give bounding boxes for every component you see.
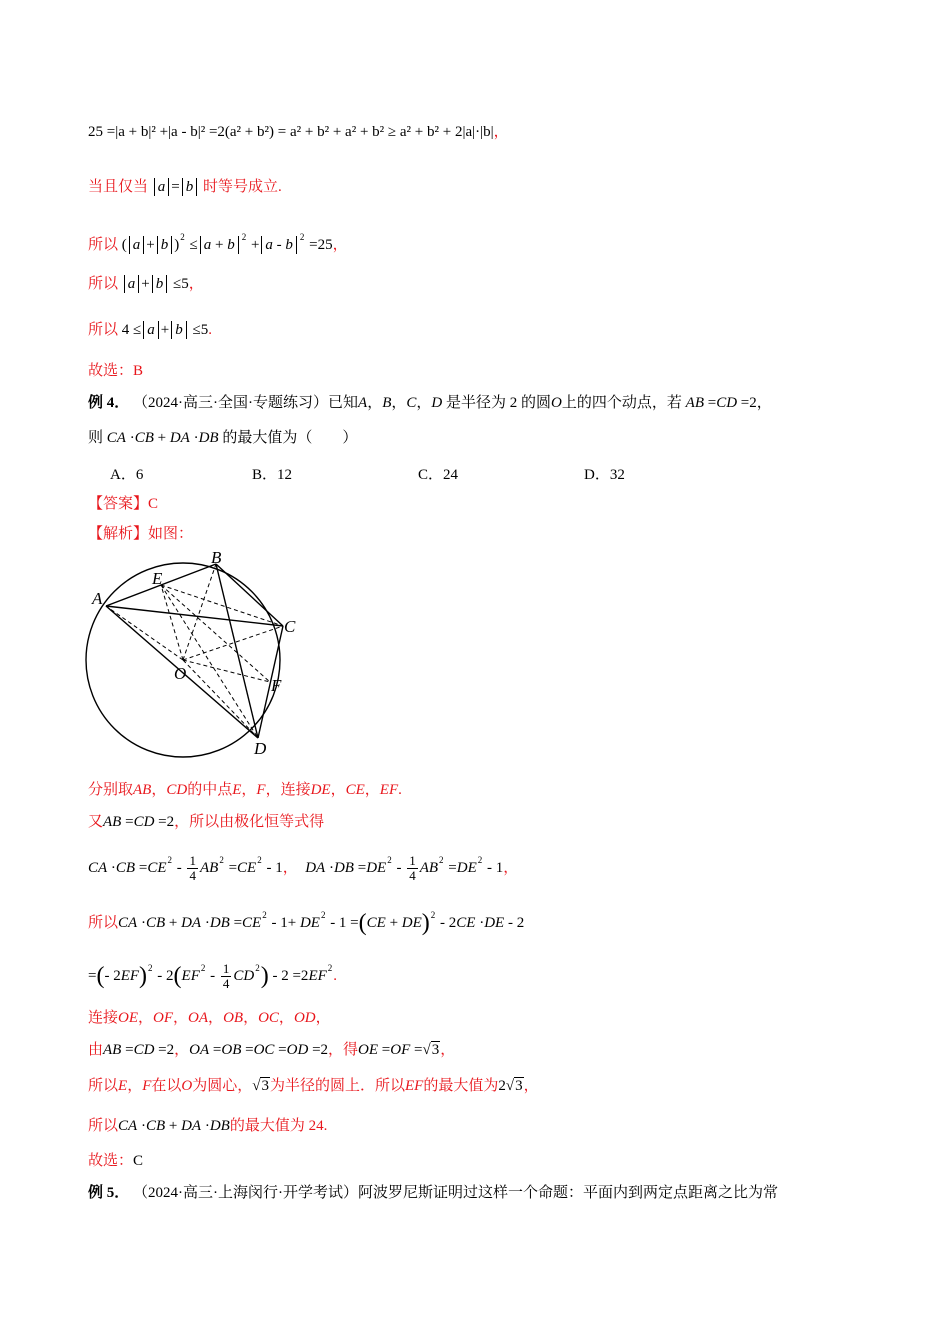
derivation-line-3: 所以 ( a + b )$^2$ ≤ a + b $^2$ + a - b $^2$ =25， — [88, 232, 348, 253]
choice-line: 故选：B — [88, 363, 144, 379]
solution-line-1: 分别取AB，CD的中点E，F，连接DE，CE，EF. — [88, 782, 402, 798]
solution-text: 在以 — [151, 1078, 182, 1094]
question-text: 上的四个动点，若 — [561, 395, 682, 411]
solution-text: ，得 — [328, 1042, 359, 1058]
example-4-question: 例 4． （2024·高三·全国·专题练习）已知A，B，C，D 是半径为 2 的圆O上的四个动点，若 AB =CD =2， — [88, 395, 772, 411]
solution-line-6: 连接OE，OF，OA，OB，OC，OD， — [88, 1010, 331, 1026]
solution-text: 又 — [88, 814, 104, 830]
segment-ac — [106, 606, 283, 626]
solution-text: 所以 — [88, 1078, 119, 1094]
example-5-question — [88, 1183, 778, 1203]
derivation-line-1 — [88, 122, 509, 142]
solution-line-3: CA $\cdot CB =CE^2$ - $\frac{1}{4}$ $AB^2 =CE^2 - 1$， DA $\cdot DB =DE^2$ - $\frac{1}{4}$ $AB^2 =DE^2 - 1$， — [88, 853, 519, 884]
solution-text: ， — [315, 1010, 331, 1026]
condition-prefix: 当且仅当 — [88, 179, 149, 195]
solution-text: 为圆心， — [192, 1078, 253, 1094]
solution-choice-value: C — [133, 1153, 144, 1169]
question-text: 是半径为 — [446, 395, 507, 411]
solution-text: 的最大值为 — [423, 1078, 499, 1094]
answer-label: 【答案】 — [88, 496, 149, 512]
option-a: A．6 — [110, 467, 144, 483]
solution-text: 由 — [88, 1042, 104, 1058]
option-b: B．12 — [252, 467, 293, 483]
derivation-expression: 25 =|a + b|² +|a - b|² =2(a² + b²) = a² + b² + a² + b² ≥ a² + b² + 2|a|·|b| — [88, 124, 494, 140]
example-source: （2024·高三·全国·专题练习）已知 — [133, 395, 359, 411]
label-c: C — [284, 617, 296, 636]
solution-text: 故选： — [88, 1153, 134, 1169]
solution-choice-line — [88, 1151, 143, 1171]
segment-bc — [216, 564, 283, 626]
label-b: B — [211, 548, 222, 567]
solution-line-2: 又AB =CD =2，所以由极化恒等式得 — [88, 814, 325, 830]
condition-suffix: 时等号成立. — [202, 179, 282, 195]
solution-text: 的中点 — [187, 782, 233, 798]
punctuation: ， — [188, 276, 204, 292]
question-text: 的最大值为（ ） — [222, 430, 358, 446]
solution-line-8: 所以E，F在以O为圆心，√3为半径的圆上．所以EF的最大值为2√3， — [88, 1078, 539, 1094]
analysis-text: 如图： — [148, 526, 194, 542]
solution-line-7: 由AB =CD =2，OA =OB =OC =OD =2，得OE =OF =√3， — [88, 1042, 456, 1058]
label-e: E — [152, 569, 163, 588]
analysis-label: 【解析】 — [88, 526, 149, 542]
label-d: D — [254, 739, 267, 758]
question-text: 的圆 — [521, 395, 552, 411]
derivation-line-5: 所以 4 ≤ a + b ≤5. — [88, 322, 212, 338]
so-prefix: 所以 — [88, 322, 119, 338]
question-text: 则 — [88, 430, 104, 446]
punctuation: ， — [493, 124, 509, 140]
solution-text: ，所以由极化恒等式得 — [174, 814, 325, 830]
answer-value: C — [148, 496, 159, 512]
option-d: D．32 — [584, 467, 625, 483]
label-a: A — [92, 589, 103, 608]
example-text: （2024·高三·上海闵行·开学考试）阿波罗尼斯证明过这样一个命题：平面内到两定点距离之比为常 — [133, 1185, 779, 1201]
solution-text: 连接 — [88, 1010, 119, 1026]
solution-text: 分别取 — [88, 782, 134, 798]
example-label: 例 4． — [88, 395, 130, 411]
solution-text: 所以 — [88, 1118, 119, 1134]
solution-line-9: 所以CA ·CB + DA ·DB的最大值为 24. — [88, 1118, 328, 1134]
segment-bd — [216, 564, 258, 738]
solution-text: . — [398, 782, 402, 798]
analysis-line — [88, 524, 193, 544]
label-o: O — [174, 664, 187, 683]
punctuation: . — [208, 322, 212, 338]
solution-line-4: 所以CA ·CB + DA $\cdot DB =CE^2 - 1+ DE^2 - 1 =(CE + DE)^2 - 2CE \cdot DE - 2$ — [88, 910, 525, 936]
option-c: C．24 — [418, 467, 459, 483]
example-4-question-line-2: 则 CA ·CB + DA ·DB 的最大值为（ ） — [88, 430, 358, 446]
derivation-line-4: 所以 a + b ≤5， — [88, 276, 204, 292]
equality-condition-line: 当且仅当 a = b 时等号成立. — [88, 179, 282, 195]
label-f: F — [271, 676, 282, 695]
so-prefix: 所以 — [88, 237, 119, 253]
solution-text: 的最大值为 24. — [229, 1118, 328, 1134]
solution-text: ，连接 — [265, 782, 311, 798]
solution-line-5: =(- $2EF)^2 - 2(EF^2$ - $\frac{1}{4}$ $CD^2) - 2 =2EF^2$. — [88, 961, 338, 992]
punctuation: ， — [332, 237, 348, 253]
solution-text: 为半径的圆上．所以 — [269, 1078, 405, 1094]
so-prefix: 所以 — [88, 276, 119, 292]
answer-line — [88, 494, 158, 514]
circle-geometry-figure — [80, 548, 310, 768]
example-label: 例 5． — [88, 1185, 130, 1201]
